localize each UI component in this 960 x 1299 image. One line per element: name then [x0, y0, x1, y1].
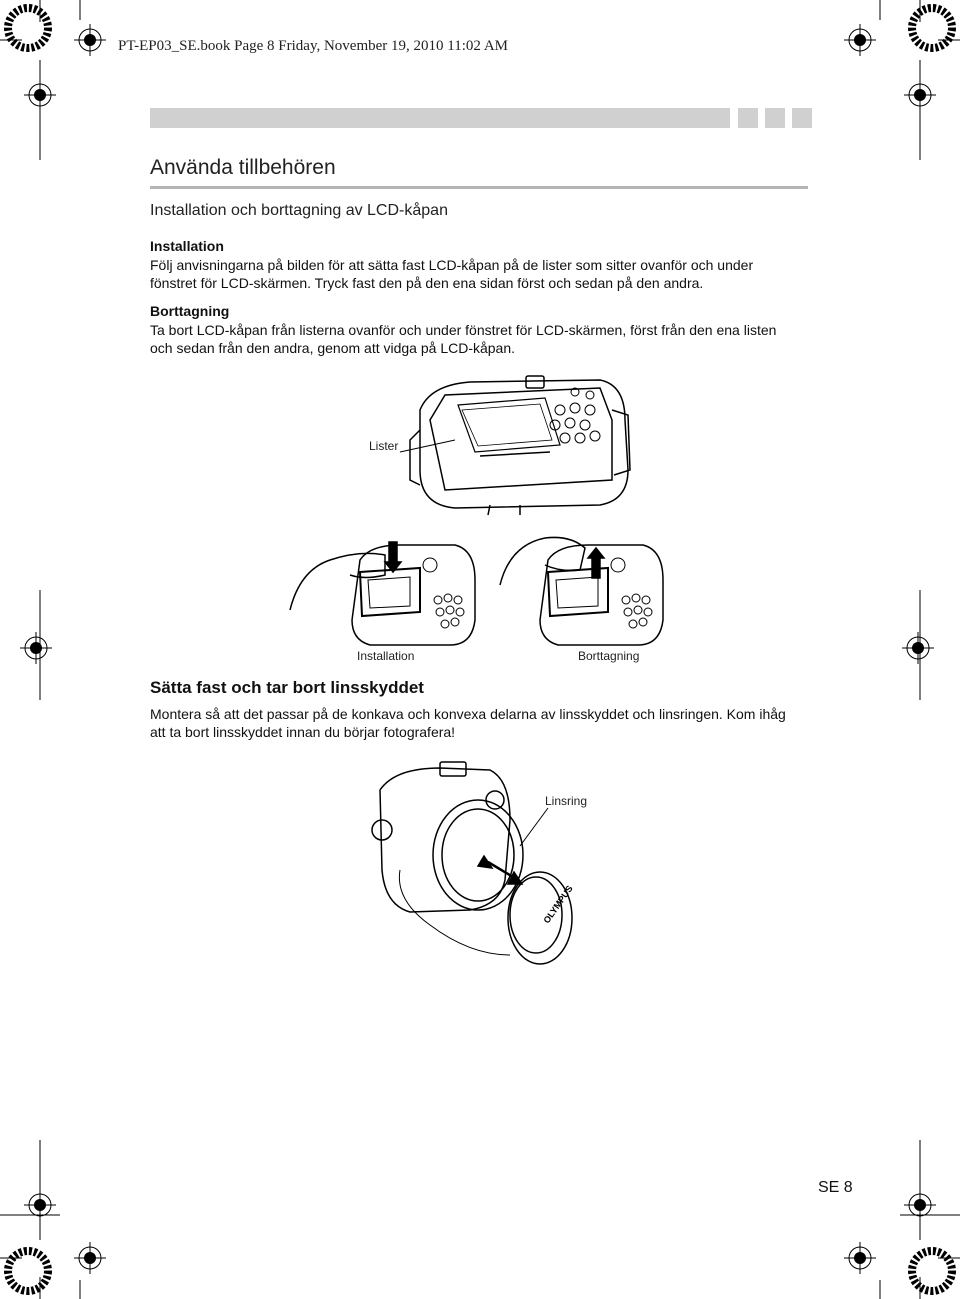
label-installation: Installation [357, 649, 415, 663]
section-heading-lens-cap: Sätta fast och tar bort linsskyddet [150, 678, 424, 697]
page-number: SE 8 [818, 1179, 853, 1196]
label-borttagning: Borttagning [578, 649, 640, 663]
remove-text-1: Ta bort LCD-kåpan från listerna ovanför och under fönstret för LCD-skärmen, först från den ena listen [150, 322, 777, 338]
label-lister: Lister [369, 439, 399, 453]
page-title: Använda tillbehören [150, 156, 336, 179]
cap-brand-text: OLYMPUS [541, 883, 575, 926]
section-heading-lcd: Installation och borttagning av LCD-kåpan [150, 202, 448, 219]
lens-cap-text-2: att ta bort linsskyddet innan du börjar fotografera! [150, 724, 456, 740]
install-label: Installation [150, 238, 224, 254]
label-linsring: Linsring [545, 794, 588, 808]
remove-text-2: och sedan från den andra, genom att vidga på LCD-kåpan. [150, 340, 516, 356]
install-text-1: Följ anvisningarna på bilden för att sätta fast LCD-kåpan på de lister som sitter ovanför och under [150, 257, 754, 273]
install-text-2: fönstret för LCD-skärmen. Tryck fast den på den ena sidan först och sedan på den andra. [150, 275, 704, 291]
remove-label: Borttagning [150, 303, 230, 319]
book-info-line: PT-EP03_SE.book Page 8 Friday, November 19, 2010 11:02 AM [118, 38, 508, 54]
lens-cap-text-1: Montera så att det passar på de konkava och konvexa delarna av linsskyddet och linsringen. Kom ihåg [150, 706, 786, 722]
